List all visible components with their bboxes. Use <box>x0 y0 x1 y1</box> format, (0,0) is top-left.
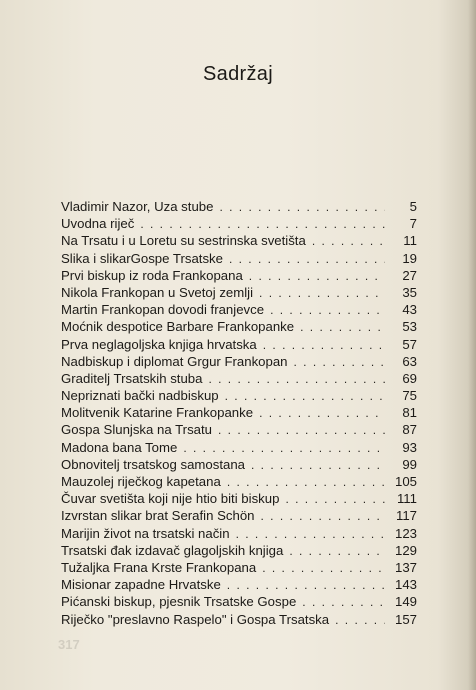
toc-entry <box>61 336 417 353</box>
toc-entry <box>61 353 417 370</box>
toc-entry-title: Nadbiskup i diplomat Grgur Frankopan <box>61 353 288 369</box>
toc-entry-page: 69 <box>402 370 417 386</box>
toc-entry-page: 123 <box>394 525 417 541</box>
toc-entry-page: 157 <box>394 611 417 627</box>
toc-entry-page: 5 <box>409 199 417 214</box>
toc-entry-title: Graditelj Trsatskih stuba <box>61 370 203 386</box>
toc-entry <box>61 318 417 335</box>
toc-entry <box>61 542 417 559</box>
toc-entry-title: Nikola Frankopan u Svetoj zemlji <box>61 284 254 300</box>
toc-entry <box>61 593 417 610</box>
toc-entry <box>61 250 417 267</box>
toc-entry-page: 93 <box>402 439 417 455</box>
toc-entry-title: Na Trsatu i u Loretu su sestrinska svetišta <box>61 233 306 249</box>
toc-entry <box>61 387 417 404</box>
toc-entry-page: 87 <box>402 422 417 438</box>
toc-entry-title: Uvodna riječ <box>61 216 135 232</box>
toc-entry <box>61 404 417 421</box>
toc-entry-title: Obnovitelj trsatskog samostana <box>61 456 245 472</box>
toc-entry <box>61 232 417 249</box>
toc-entry-title: Misionar zapadne Hrvatske <box>61 577 221 593</box>
dot-leader <box>285 491 385 508</box>
dot-leader <box>335 612 385 629</box>
toc-entry-title: Prvi biskup iz roda Frankopana <box>61 267 243 283</box>
toc-entry-page: 27 <box>402 267 417 283</box>
toc-entry <box>61 301 417 318</box>
toc-entry-page: 7 <box>409 216 417 232</box>
toc-entry-title: Čuvar svetišta koji nije htio biti biskup <box>61 491 280 507</box>
dot-leader <box>183 440 385 457</box>
toc-entry-page: 143 <box>394 577 417 593</box>
toc-entry-page: 11 <box>403 233 417 249</box>
page-edge-shadow <box>468 0 476 690</box>
toc-entry-title: Riječko "preslavno Raspelo" i Gospa Trsatska <box>61 611 330 627</box>
page-number-ghost: 317 <box>58 637 80 652</box>
toc-entry <box>61 473 417 490</box>
dot-leader <box>259 285 385 302</box>
dot-leader <box>225 388 385 405</box>
toc-entry-title: Nepriznati bački nadbiskup <box>61 388 219 404</box>
toc-entry-title: Prva neglagoljska knjiga hrvatska <box>61 336 257 352</box>
toc-entry <box>61 421 417 438</box>
toc-entry <box>61 490 417 507</box>
toc-entry <box>61 198 417 215</box>
toc-entry-title: Marijin život na trsatski način <box>61 525 230 541</box>
dot-leader <box>300 319 385 336</box>
toc-entry-page: 105 <box>394 474 417 489</box>
toc-entry-title: Slika i slikarGospe Trsatske <box>61 250 223 266</box>
toc-entry <box>61 267 417 284</box>
toc-entry-page: 53 <box>402 319 417 335</box>
toc-entry-title: Vladimir Nazor, Uza stube <box>61 199 214 214</box>
toc-entry <box>61 284 417 301</box>
toc-entry-title: Tužaljka Frana Krste Frankopana <box>61 559 257 575</box>
dot-leader <box>259 405 385 422</box>
toc-entry <box>61 559 417 576</box>
dot-leader <box>249 268 385 285</box>
toc-entry-page: 75 <box>402 388 417 404</box>
toc-entry-title: Madona bana Tome <box>61 439 178 455</box>
toc-entry-title: Pićanski biskup, pjesnik Trsatske Gospe <box>61 594 297 610</box>
dot-leader <box>263 337 385 354</box>
toc-entry-page: 63 <box>402 353 417 369</box>
toc-entry <box>61 456 417 473</box>
toc-entry-title: Gospa Slunjska na Trsatu <box>61 422 213 438</box>
toc-entry-page: 117 <box>395 508 417 524</box>
dot-leader <box>312 233 385 250</box>
dot-leader <box>289 543 385 560</box>
toc-entry-page: 137 <box>394 559 417 575</box>
toc-entry-page: 129 <box>394 542 417 558</box>
toc-entry-page: 81 <box>402 405 417 421</box>
toc-entry-title: Mauzolej riječkog kapetana <box>61 474 221 489</box>
toc-entry <box>61 439 417 456</box>
toc-entry <box>61 525 417 542</box>
toc-entry <box>61 507 417 524</box>
dot-leader <box>208 371 385 388</box>
dot-leader <box>140 216 385 233</box>
toc-entry-title: Martin Frankopan dovodi franjevce <box>61 302 265 318</box>
toc-entry <box>61 611 417 628</box>
toc-entry-title: Trsatski đak izdavač glagoljskih knjiga <box>61 542 284 558</box>
dot-leader <box>302 594 385 611</box>
toc-entry-title: Moćnik despotice Barbare Frankopanke <box>61 319 295 335</box>
toc-entry-page: 43 <box>402 302 417 318</box>
dot-leader <box>270 302 385 319</box>
toc-entry-page: 111 <box>396 491 417 507</box>
page-title: Sadržaj <box>203 63 273 86</box>
dot-leader <box>229 251 385 268</box>
toc-entry-title: Molitvenik Katarine Frankopanke <box>61 405 254 421</box>
toc-entry <box>61 370 417 387</box>
toc-entry-page: 99 <box>402 456 417 472</box>
dot-leader <box>251 457 385 474</box>
toc-entry-title: Izvrstan slikar brat Serafin Schön <box>61 508 255 524</box>
toc-entry-page: 19 <box>402 250 417 266</box>
toc-entry <box>61 576 417 593</box>
dot-leader <box>261 508 386 525</box>
table-of-contents <box>61 198 417 628</box>
dot-leader <box>294 354 386 371</box>
dot-leader <box>218 422 385 439</box>
dot-leader <box>236 526 385 543</box>
toc-entry-page: 149 <box>394 594 417 610</box>
dot-leader <box>219 199 385 216</box>
toc-entry-page: 57 <box>402 336 417 352</box>
dot-leader <box>227 577 385 594</box>
dot-leader <box>227 474 385 491</box>
toc-entry <box>61 215 417 232</box>
toc-entry-page: 35 <box>402 284 417 300</box>
dot-leader <box>262 560 385 577</box>
